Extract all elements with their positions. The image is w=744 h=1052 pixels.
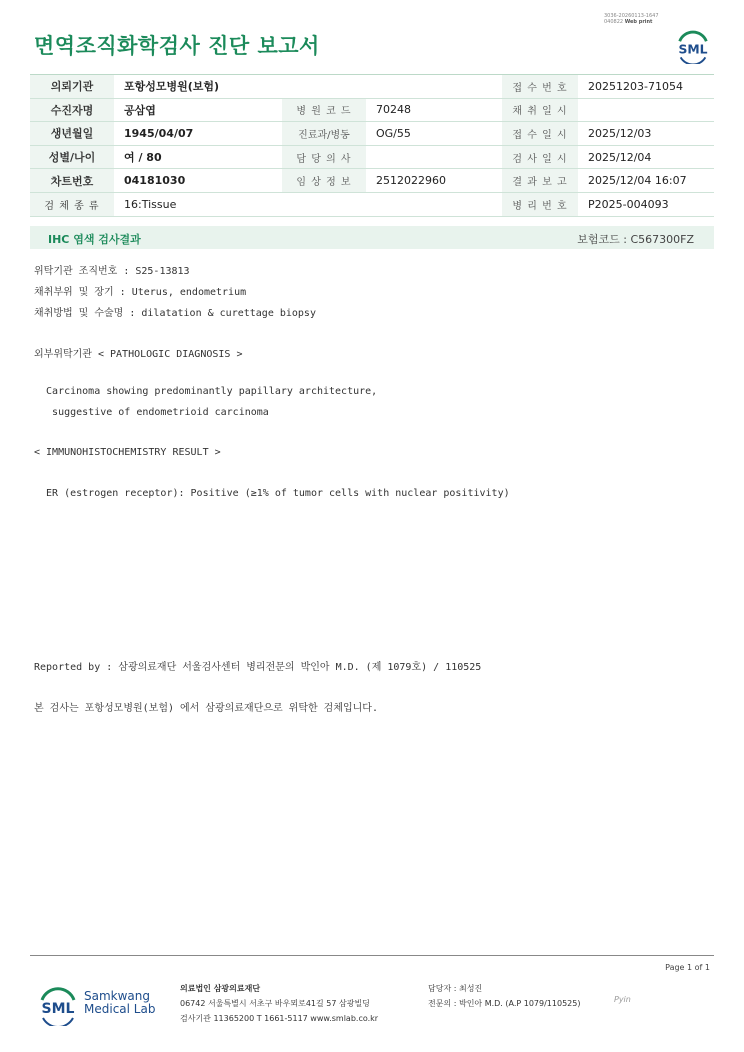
footer-organization xyxy=(180,981,378,1026)
footer-contact: 검사기관 11365200 T 1661-5117 www.smlab.co.kr xyxy=(180,1014,379,1023)
value-pathology-number: P2025-004093 xyxy=(578,192,714,216)
label-clinical-info: 임 상 정 보 xyxy=(282,169,366,193)
label-sex-age: 성별/나이 xyxy=(30,145,114,169)
svg-text:SML: SML xyxy=(678,42,708,57)
body-line-reported-by: Reported by : 삼광의료재단 서울검사센터 병리전문의 박인아 M.D. (제 1079호) / 110525 xyxy=(34,662,482,673)
value-requesting-institution: 포항성모병원(보험) xyxy=(114,75,502,99)
footer-brand-line2: Medical Lab xyxy=(84,1002,156,1016)
value-hospital-code: 70248 xyxy=(366,98,502,122)
body-line-collection-method: 채취방법 및 수술명 : dilatation & curettage biopsy xyxy=(34,308,316,319)
value-result-report: 2025/12/04 16:07 xyxy=(578,169,714,193)
body-line-ihc-heading: < IMMUNOHISTOCHEMISTRY RESULT > xyxy=(34,447,221,458)
footer-divider xyxy=(30,955,714,956)
value-patient-name: 공삼엽 xyxy=(114,98,282,122)
label-collection-date: 채 취 일 시 xyxy=(502,98,578,122)
label-result-report: 결 과 보 고 xyxy=(502,169,578,193)
body-line-referral-note: 본 검사는 포항성모병원(보험) 에서 삼광의료재단으로 위탁한 검체입니다. xyxy=(34,703,378,714)
table-row xyxy=(30,98,714,122)
print-meta xyxy=(604,13,659,25)
section-title: IHC 염색 검사결과 xyxy=(48,233,141,246)
label-pathology-number: 병 리 번 호 xyxy=(502,192,578,216)
footer-responsible xyxy=(428,981,580,1011)
sml-logo-icon xyxy=(674,26,712,64)
value-clinical-info: 2512022960 xyxy=(366,169,502,193)
svg-text:SML: SML xyxy=(41,1001,75,1017)
label-patient-name: 수진자명 xyxy=(30,98,114,122)
page-number: Page 1 of 1 xyxy=(665,963,710,972)
body-line-diagnosis-2: suggestive of endometrioid carcinoma xyxy=(34,407,269,418)
footer-address: 06742 서울특별시 서초구 바우뫼로41길 57 삼광빌딩 xyxy=(180,999,370,1008)
footer-specialist: 전문의 : 박인아 M.D. (A.P 1079/110525) xyxy=(428,999,581,1008)
footer-brand xyxy=(84,990,155,1016)
table-row xyxy=(30,169,714,193)
body-line-collection-site: 채취부위 및 장기 : Uterus, endometrium xyxy=(34,287,247,298)
label-department-ward: 진료과/병동 xyxy=(282,122,366,146)
label-specimen-type: 검 체 종 류 xyxy=(30,192,114,216)
patient-info-table xyxy=(30,74,714,217)
value-received-date: 2025/12/03 xyxy=(578,122,714,146)
label-chart-number: 차트번호 xyxy=(30,169,114,193)
label-test-date: 검 사 일 시 xyxy=(502,145,578,169)
table-row xyxy=(30,122,714,146)
value-collection-date xyxy=(578,98,714,122)
body-line-diagnosis-1: Carcinoma showing predominantly papillary architecture, xyxy=(34,386,378,397)
report-title: 면역조직화학검사 진단 보고서 xyxy=(34,34,320,58)
body-line-tissue-number: 위탁기관 조직번호 : S25-13813 xyxy=(34,266,190,277)
label-accession-number: 접 수 번 호 xyxy=(502,75,578,99)
label-attending-physician: 담 당 의 사 xyxy=(282,145,366,169)
table-row xyxy=(30,145,714,169)
table-row xyxy=(30,192,714,216)
physician-signature: Pyin xyxy=(614,995,631,1004)
value-sex-age: 여 / 80 xyxy=(114,145,282,169)
insurance-code: 보험코드 : C567300FZ xyxy=(577,233,694,246)
print-meta-line2a: 040822 xyxy=(604,19,624,25)
label-received-date: 접 수 일 시 xyxy=(502,122,578,146)
footer-manager: 담당자 : 최성진 xyxy=(428,984,483,993)
label-requesting-institution: 의뢰기관 xyxy=(30,75,114,99)
sml-footer-logo-icon xyxy=(36,982,80,1026)
value-department-ward: OG/55 xyxy=(366,122,502,146)
value-birth-date: 1945/04/07 xyxy=(114,122,282,146)
value-accession-number: 20251203-71054 xyxy=(578,75,714,99)
value-chart-number: 04181030 xyxy=(114,169,282,193)
footer-brand-line1: Samkwang xyxy=(84,989,150,1003)
label-birth-date: 생년월일 xyxy=(30,122,114,146)
result-section-header xyxy=(30,226,714,249)
value-specimen-type: 16:Tissue xyxy=(114,192,502,216)
print-meta-line2b: Web print xyxy=(624,19,653,25)
body-line-er-result: ER (estrogen receptor): Positive (≥1% of tumor cells with nuclear positivity) xyxy=(34,488,510,499)
print-meta-line1: 3036-20260113-1647 xyxy=(604,13,659,19)
value-attending-physician xyxy=(366,145,502,169)
table-row xyxy=(30,75,714,99)
value-test-date: 2025/12/04 xyxy=(578,145,714,169)
body-line-diagnosis-heading: 외부위탁기관 < PATHOLOGIC DIAGNOSIS > xyxy=(34,349,243,360)
label-hospital-code: 병 원 코 드 xyxy=(282,98,366,122)
footer-org-name: 의료법인 삼광의료재단 xyxy=(180,984,261,993)
